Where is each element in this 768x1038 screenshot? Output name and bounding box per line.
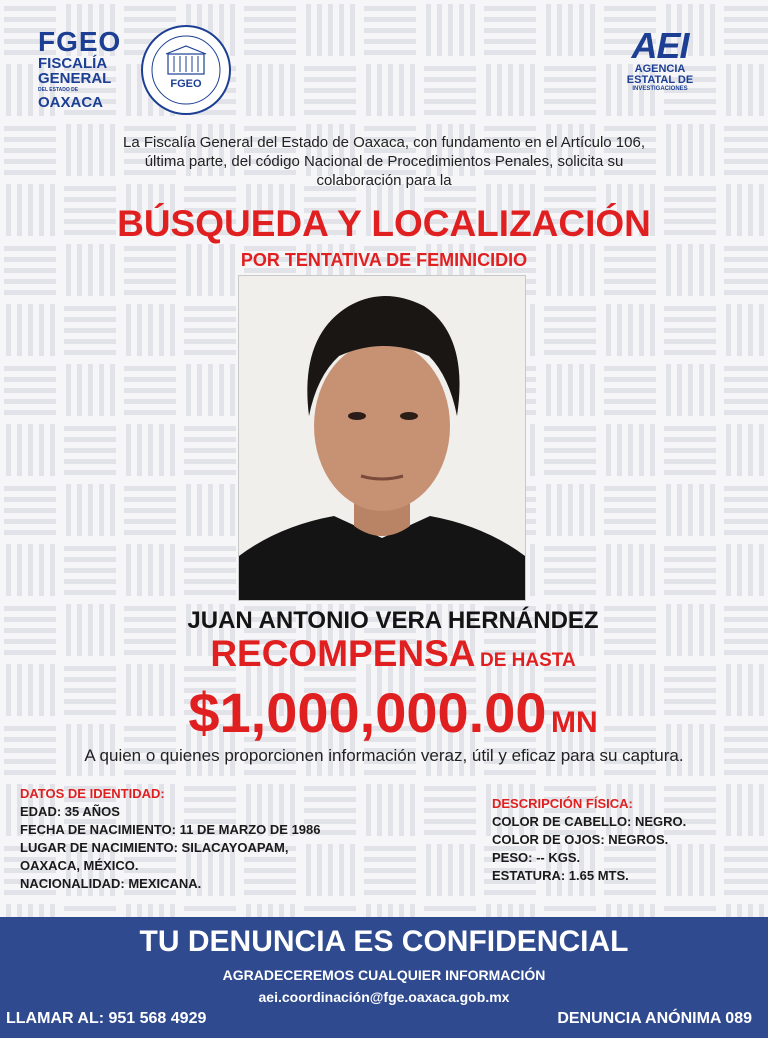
footer-banner: [0, 917, 768, 1038]
footer-title: TU DENUNCIA ES CONFIDENCIAL: [139, 925, 629, 958]
physical-heading: DESCRIPCIÓN FÍSICA:: [492, 796, 633, 811]
fgeo-logo-line: GENERAL: [38, 70, 112, 87]
aei-logo-line: ESTATAL DE: [626, 74, 694, 86]
reward-condition: A quien o quienes proporcionen información veraz, útil y eficaz para su captura.: [84, 746, 684, 765]
intro-line-1: La Fiscalía General del Estado de Oaxaca, con fundamento en el Artículo 106,: [123, 134, 645, 151]
seal-text: FGEO: [170, 78, 202, 90]
page-subtitle: POR TENTATIVA DE FEMINICIDIO: [240, 250, 528, 270]
fgeo-logo: [38, 28, 128, 110]
identity-birth-date: FECHA DE NACIMIENTO: 11 DE MARZO DE 1986: [20, 822, 321, 837]
suspect-photo: [238, 275, 526, 601]
physical-height: ESTATURA: 1.65 MTS.: [492, 868, 629, 883]
fgeo-logo-acronym: FGEO: [38, 26, 122, 57]
reward-amount: [0, 680, 768, 745]
reward-label: [0, 633, 768, 675]
reward-amount-value: $1,000,000.00: [188, 681, 547, 744]
reward-currency: MN: [550, 706, 598, 739]
identity-heading: DATOS DE IDENTIDAD:: [20, 786, 165, 801]
physical-hair: COLOR DE CABELLO: NEGRO.: [492, 814, 687, 829]
footer-anonymous-line[interactable]: DENUNCIA ANÓNIMA 089: [557, 1010, 752, 1027]
identity-birth-place: LUGAR DE NACIMIENTO: SILACAYOAPAM,: [20, 840, 289, 855]
aei-logo-small: INVESTIGACIONES: [632, 86, 688, 92]
footer-phone[interactable]: LLAMAR AL: 951 568 4929: [6, 1010, 207, 1027]
aei-logo-acronym: AEI: [631, 25, 689, 66]
physical-eyes: COLOR DE OJOS: NEGROS.: [492, 832, 669, 847]
footer-subtitle: AGRADECEREMOS CUALQUIER INFORMACIÓN: [222, 967, 546, 983]
physical-weight: PESO: -- KGS.: [492, 850, 581, 865]
identity-age: EDAD: 35 AÑOS: [20, 804, 120, 819]
identity-section: [20, 785, 420, 893]
identity-birth-place-cont: OAXACA, MÉXICO.: [20, 858, 139, 873]
reward-word: RECOMPENSA: [210, 633, 476, 674]
intro-line-3: colaboración para la: [316, 172, 452, 189]
intro-text: [60, 133, 708, 190]
fgeo-logo-small: DEL ESTADO DE: [38, 87, 79, 93]
intro-line-2: última parte, del código Nacional de Procedimientos Penales, solicita su: [144, 153, 624, 170]
reward-suffix: DE HASTA: [479, 650, 576, 671]
physical-section: [492, 795, 762, 885]
footer-email[interactable]: aei.coordinación@fge.oaxaca.gob.mx: [258, 989, 510, 1005]
page-title: BÚSQUEDA Y LOCALIZACIÓN: [117, 203, 651, 244]
fgeo-logo-line: FISCALÍA: [38, 55, 108, 72]
identity-nationality: NACIONALIDAD: MEXICANA.: [20, 876, 202, 891]
aei-logo: [618, 25, 702, 92]
fgeo-logo-line: OAXACA: [38, 94, 104, 111]
suspect-name: JUAN ANTONIO VERA HERNÁNDEZ: [187, 607, 599, 634]
fgeo-seal-logo: [140, 24, 232, 116]
aei-logo-line: AGENCIA: [634, 63, 686, 75]
